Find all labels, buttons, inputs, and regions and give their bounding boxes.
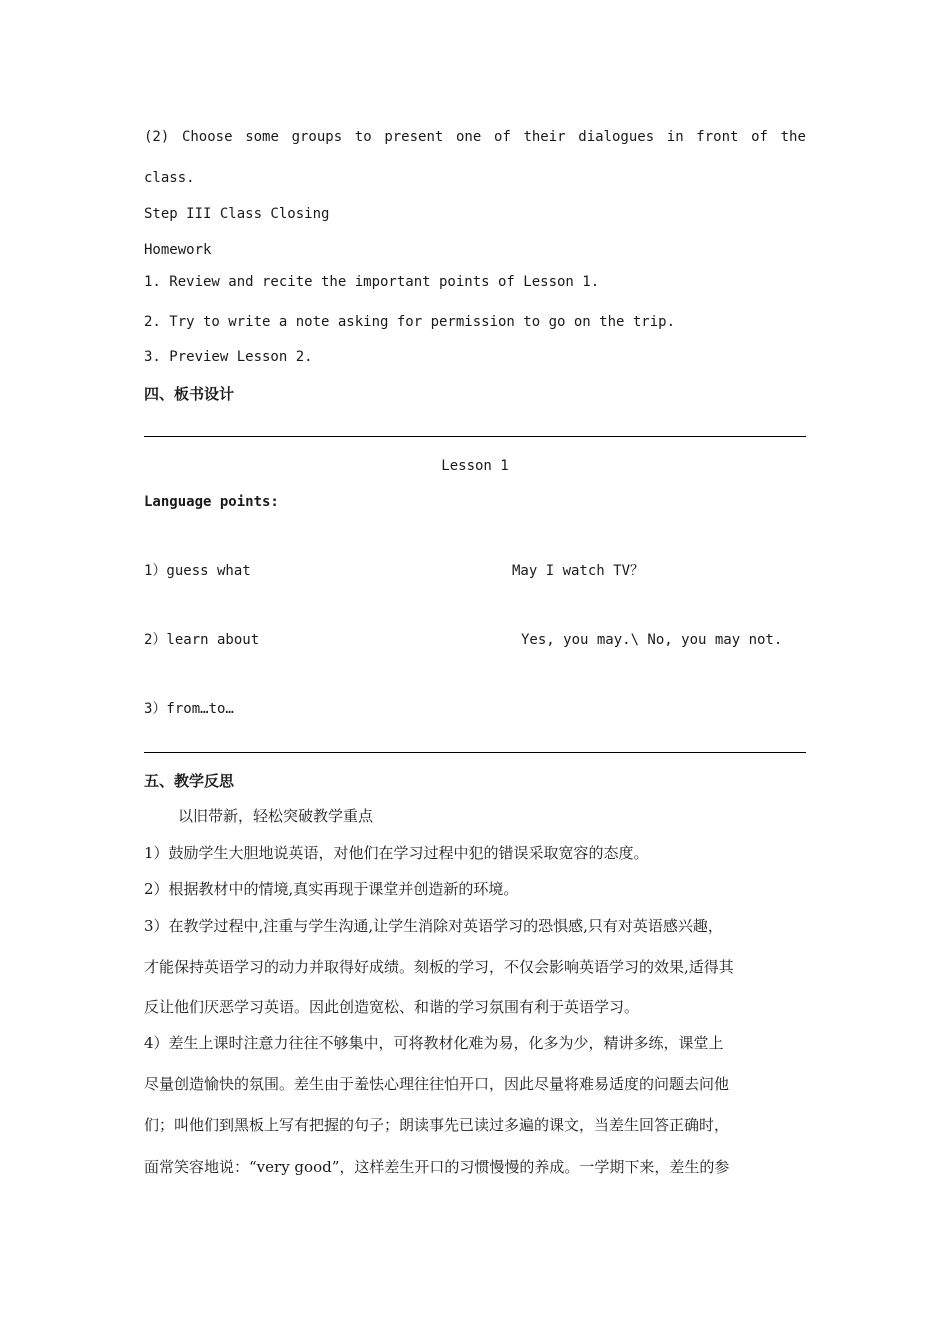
- reflection-item-3-line-1: 3）在教学过程中,注重与学生沟通,让学生消除对英语学习的恐惧感,只有对英语感兴趣，: [144, 917, 723, 935]
- word: in: [666, 129, 684, 145]
- word: present: [384, 129, 444, 145]
- homework-label: Homework: [144, 242, 212, 258]
- homework-item-2: 2. Try to write a note asking for permission to go on the trip.: [144, 314, 676, 330]
- reflection-heading: 五、教学反思: [144, 772, 235, 790]
- reflection-item-4-line-4: 面常笑容地说：“very good”，这样差生开口的习惯慢慢的养成。一学期下来，差生的参: [144, 1158, 730, 1176]
- reflection-item-4-line-1: 4）差生上课时注意力往往不够集中，可将教材化难为易，化多为少，精讲多练，课堂上: [144, 1034, 724, 1052]
- word: the: [780, 129, 806, 145]
- language-point-3: 3）from…to…: [144, 701, 234, 717]
- step-choose-groups-continuation: class.: [144, 170, 195, 186]
- reflection-intro: 以旧带新，轻松突破教学重点: [178, 807, 374, 825]
- word: to: [354, 129, 372, 145]
- board-design-heading: 四、板书设计: [144, 385, 235, 403]
- word: groups: [291, 129, 343, 145]
- board-right-item-2: Yes, you may.\ No, you may not.: [521, 632, 783, 648]
- homework-item-1: 1. Review and recite the important points of Lesson 1.: [144, 274, 600, 290]
- reflection-item-3-line-2: 才能保持英语学习的动力并取得好成绩。刻板的学习，不仅会影响英语学习的效果,适得其: [144, 958, 734, 976]
- board-right-item-1: May I watch TV？: [512, 563, 645, 579]
- reflection-item-4-line-2: 尽量创造愉快的氛围。差生由于羞怯心理往往怕开口，因此尽量将难易适度的问题去问他: [144, 1075, 730, 1093]
- word: of: [751, 129, 768, 145]
- word: (2): [144, 129, 170, 145]
- board-lesson-title: Lesson 1: [441, 458, 509, 474]
- word: of: [493, 129, 511, 145]
- word: their: [523, 129, 566, 145]
- step-3-title: Step III Class Closing: [144, 206, 330, 222]
- reflection-item-1: 1）鼓励学生大胆地说英语，对他们在学习过程中犯的错误采取宽容的态度。: [144, 844, 649, 862]
- step-choose-groups-line: [144, 127, 806, 147]
- board-top-rule: [144, 436, 806, 437]
- reflection-item-4-line-3: 们；叫他们到黑板上写有把握的句子；朗读事先已读过多遍的课文，当差生回答正确时，: [144, 1116, 730, 1134]
- word: front: [696, 129, 739, 145]
- word: dialogues: [578, 129, 655, 145]
- word: one: [455, 129, 482, 145]
- word: Choose: [181, 129, 233, 145]
- homework-item-3: 3. Preview Lesson 2.: [144, 349, 313, 365]
- language-points-label: Language points:: [144, 494, 279, 510]
- reflection-item-2: 2）根据教材中的情境,真实再现于课堂并创造新的环境。: [144, 880, 519, 898]
- language-point-2: 2）learn about: [144, 632, 260, 648]
- board-bottom-rule: [144, 752, 806, 753]
- word: some: [245, 129, 279, 145]
- language-point-1: 1）guess what: [144, 563, 251, 579]
- reflection-item-3-line-3: 反让他们厌恶学习英语。因此创造宽松、和谐的学习氛围有利于英语学习。: [144, 998, 640, 1016]
